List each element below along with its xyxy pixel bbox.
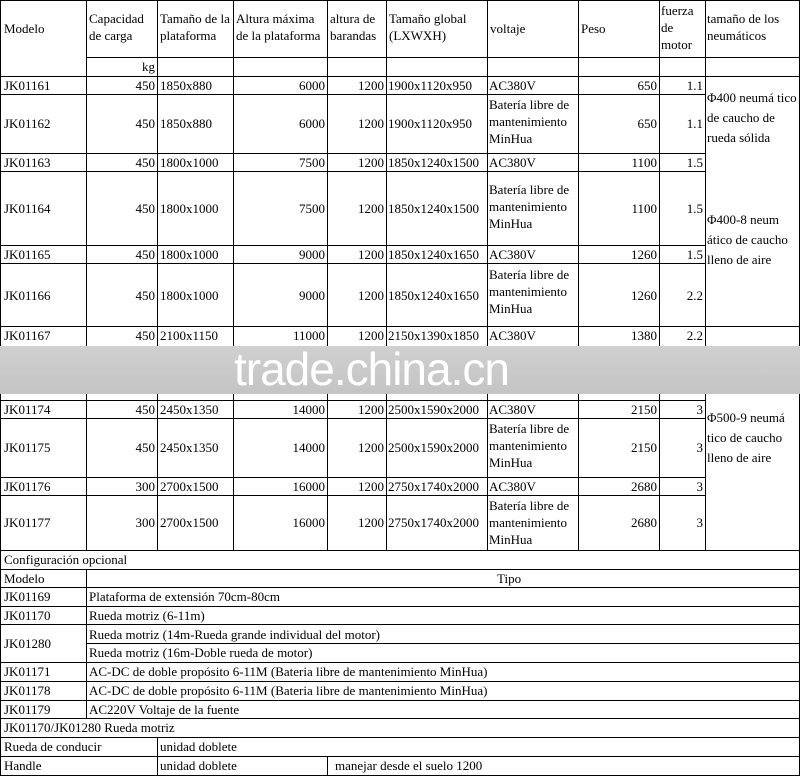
- cell-glob: 1900x1120x950: [388, 116, 473, 131]
- tire-size-3: Φ500-9 neumá tico de caucho lleno de aire: [707, 410, 785, 465]
- cell-model: JK01174: [4, 402, 51, 417]
- rueda-value: unidad doblete: [160, 739, 237, 754]
- header-peso: Peso: [581, 21, 606, 36]
- optional-col-model: Modelo: [4, 571, 45, 586]
- cell-model: JK01165: [4, 247, 51, 262]
- cell-alt: 6000: [299, 116, 325, 131]
- header-capacidad-unit: kg: [142, 59, 155, 74]
- cell-cap: 450: [135, 155, 155, 170]
- cell-glob: 2750x1740x2000: [388, 515, 479, 530]
- cell-motor: 1.5: [686, 155, 703, 170]
- cell-model: JK01166: [4, 288, 51, 303]
- handle-value: unidad doblete: [160, 758, 237, 773]
- cell-plat: 1800x1000: [160, 247, 219, 262]
- cell-bar: 1200: [358, 247, 384, 262]
- cell-motor: 3: [696, 402, 703, 417]
- cell-peso: 650: [637, 116, 657, 131]
- option-desc: AC-DC de doble propósito 6-11M (Bateria libre de mantenimiento MinHua): [89, 664, 488, 679]
- option-desc: AC-DC de doble propósito 6-11M (Bateria libre de mantenimiento MinHua): [89, 683, 488, 698]
- option-model: JK01169: [4, 589, 51, 604]
- cell-cap: 450: [135, 402, 155, 417]
- combo-label: JK01170/JK01280 Rueda motriz: [4, 720, 175, 735]
- cell-glob: 2750x1740x2000: [388, 479, 479, 494]
- cell-peso: 2150: [631, 402, 657, 417]
- cell-peso: 1260: [631, 247, 657, 262]
- tire-size-1: Φ400 neumá tico de caucho de rueda sólida: [707, 90, 797, 145]
- header-tamano-global: Tamaño global (LXWXH): [389, 11, 467, 43]
- cell-motor: 1.1: [686, 116, 703, 131]
- cell-glob: 1850x1240x1500: [388, 201, 479, 216]
- cell-plat: 1800x1000: [160, 201, 219, 216]
- cell-bar: 1200: [358, 155, 384, 170]
- cell-volt: AC380V: [489, 78, 536, 93]
- cell-bar: 1200: [358, 479, 384, 494]
- cell-volt: Batería libre de mantenimiento MinHua: [489, 97, 570, 146]
- cell-peso: 2680: [631, 479, 657, 494]
- cell-glob: 1850x1240x1650: [388, 288, 479, 303]
- cell-model: JK01163: [4, 155, 51, 170]
- option-desc: Plataforma de extensión 70cm-80cm: [89, 589, 280, 604]
- cell-cap: 450: [135, 201, 155, 216]
- cell-glob: 2150x1390x1850: [388, 328, 479, 343]
- watermark-text: trade.china.cn: [234, 343, 509, 395]
- cell-alt: 9000: [299, 288, 325, 303]
- header-modelo: Modelo: [4, 21, 45, 36]
- cell-plat: 2100x1150: [160, 328, 219, 343]
- option-desc-2: Rueda motriz (16m-Doble rueda de motor): [89, 645, 313, 660]
- header-fuerza: fuerza de motor: [661, 3, 694, 52]
- cell-motor: 3: [696, 440, 703, 455]
- cell-model: JK01176: [4, 479, 51, 494]
- cell-bar: 1200: [358, 402, 384, 417]
- cell-motor: 3: [696, 479, 703, 494]
- cell-model: JK01161: [4, 78, 51, 93]
- cell-plat: 1850x880: [160, 116, 212, 131]
- cell-bar: 1200: [358, 288, 384, 303]
- header-capacidad: Capacidad de carga: [89, 11, 144, 43]
- handle-label: Handle: [4, 758, 42, 773]
- cell-cap: 300: [135, 479, 155, 494]
- option-desc: Rueda motriz (6-11m): [89, 608, 205, 623]
- optional-col-tipo: Tipo: [497, 571, 522, 586]
- cell-glob: 2500x1590x2000: [388, 440, 479, 455]
- cell-plat: 1850x880: [160, 78, 212, 93]
- cell-plat: 1800x1000: [160, 155, 219, 170]
- cell-cap: 450: [135, 328, 155, 343]
- cell-peso: 1260: [631, 288, 657, 303]
- handle-extra: manejar desde el suelo 1200: [335, 758, 483, 773]
- cell-motor: 1.1: [686, 78, 703, 93]
- cell-motor: 3: [696, 515, 703, 530]
- cell-volt: AC380V: [489, 247, 536, 262]
- cell-bar: 1200: [358, 515, 384, 530]
- cell-model: JK01177: [4, 515, 51, 530]
- cell-bar: 1200: [358, 440, 384, 455]
- cell-alt: 14000: [292, 440, 325, 455]
- cell-volt: AC380V: [489, 155, 536, 170]
- header-voltaje: voltaje: [490, 21, 526, 36]
- cell-plat: 2700x1500: [160, 479, 219, 494]
- optional-title: Configuración opcional: [4, 552, 128, 567]
- option-model: JK01170: [4, 608, 51, 623]
- cell-bar: 1200: [358, 201, 384, 216]
- cell-volt: Batería libre de mantenimiento MinHua: [489, 498, 570, 547]
- header-altura-barandas: altura de barandas: [330, 11, 377, 43]
- cell-alt: 16000: [292, 515, 325, 530]
- cell-motor: 2.2: [686, 288, 703, 303]
- header-altura-max: Altura máxima de la plataforma: [236, 11, 321, 43]
- cell-peso: 1100: [631, 201, 657, 216]
- cell-volt: Batería libre de mantenimiento MinHua: [489, 421, 570, 470]
- cell-alt: 14000: [292, 402, 325, 417]
- header-neumaticos: tamaño de los neumáticos: [707, 11, 780, 43]
- cell-cap: 300: [135, 515, 155, 530]
- cell-cap: 450: [135, 440, 155, 455]
- cell-plat: 2450x1350: [160, 402, 219, 417]
- cell-glob: 1850x1240x1650: [388, 247, 479, 262]
- cell-model: JK01175: [4, 440, 51, 455]
- cell-alt: 6000: [299, 78, 325, 93]
- cell-cap: 450: [135, 247, 155, 262]
- cell-alt: 7500: [299, 201, 325, 216]
- cell-model: JK01162: [4, 116, 51, 131]
- cell-volt: AC380V: [489, 328, 536, 343]
- cell-bar: 1200: [358, 78, 384, 93]
- rueda-label: Rueda de conducir: [4, 739, 102, 754]
- cell-peso: 2680: [631, 515, 657, 530]
- cell-cap: 450: [135, 116, 155, 131]
- cell-glob: 1900x1120x950: [388, 78, 473, 93]
- cell-model: JK01167: [4, 328, 51, 343]
- cell-volt: Batería libre de mantenimiento MinHua: [489, 182, 570, 231]
- cell-volt: AC380V: [489, 479, 536, 494]
- cell-peso: 2150: [631, 440, 657, 455]
- option-model: JK01178: [4, 683, 51, 698]
- cell-peso: 650: [637, 78, 657, 93]
- cell-peso: 1380: [631, 328, 657, 343]
- cell-motor: 1.5: [686, 247, 703, 262]
- cell-cap: 450: [135, 78, 155, 93]
- cell-bar: 1200: [358, 116, 384, 131]
- cell-glob: 2500x1590x2000: [388, 402, 479, 417]
- option-model: JK01179: [4, 702, 51, 717]
- cell-volt: AC380V: [489, 402, 536, 417]
- header-tamano-plataforma: Tamaño de la plataforma: [160, 11, 230, 43]
- cell-motor: 1.5: [686, 201, 703, 216]
- cell-cap: 450: [135, 288, 155, 303]
- cell-glob: 1850x1240x1500: [388, 155, 479, 170]
- cell-alt: 16000: [292, 479, 325, 494]
- cell-volt: Batería libre de mantenimiento MinHua: [489, 267, 570, 316]
- cell-alt: 11000: [292, 328, 325, 343]
- option-desc: AC220V Voltaje de la fuente: [89, 702, 240, 717]
- cell-bar: 1200: [358, 328, 384, 343]
- cell-plat: 2700x1500: [160, 515, 219, 530]
- option-desc: Rueda motriz (14m-Rueda grande individual del motor): [89, 627, 380, 642]
- cell-motor: 2.2: [686, 328, 703, 343]
- cell-alt: 9000: [299, 247, 325, 262]
- cell-model: JK01164: [4, 201, 51, 216]
- option-model: JK01171: [4, 664, 51, 679]
- cell-alt: 7500: [299, 155, 325, 170]
- cell-peso: 1100: [631, 155, 657, 170]
- cell-plat: 1800x1000: [160, 288, 219, 303]
- option-model: JK01280: [4, 636, 51, 651]
- tire-size-2: Φ400-8 neum ático de caucho lleno de aire: [707, 212, 788, 267]
- cell-plat: 2450x1350: [160, 440, 219, 455]
